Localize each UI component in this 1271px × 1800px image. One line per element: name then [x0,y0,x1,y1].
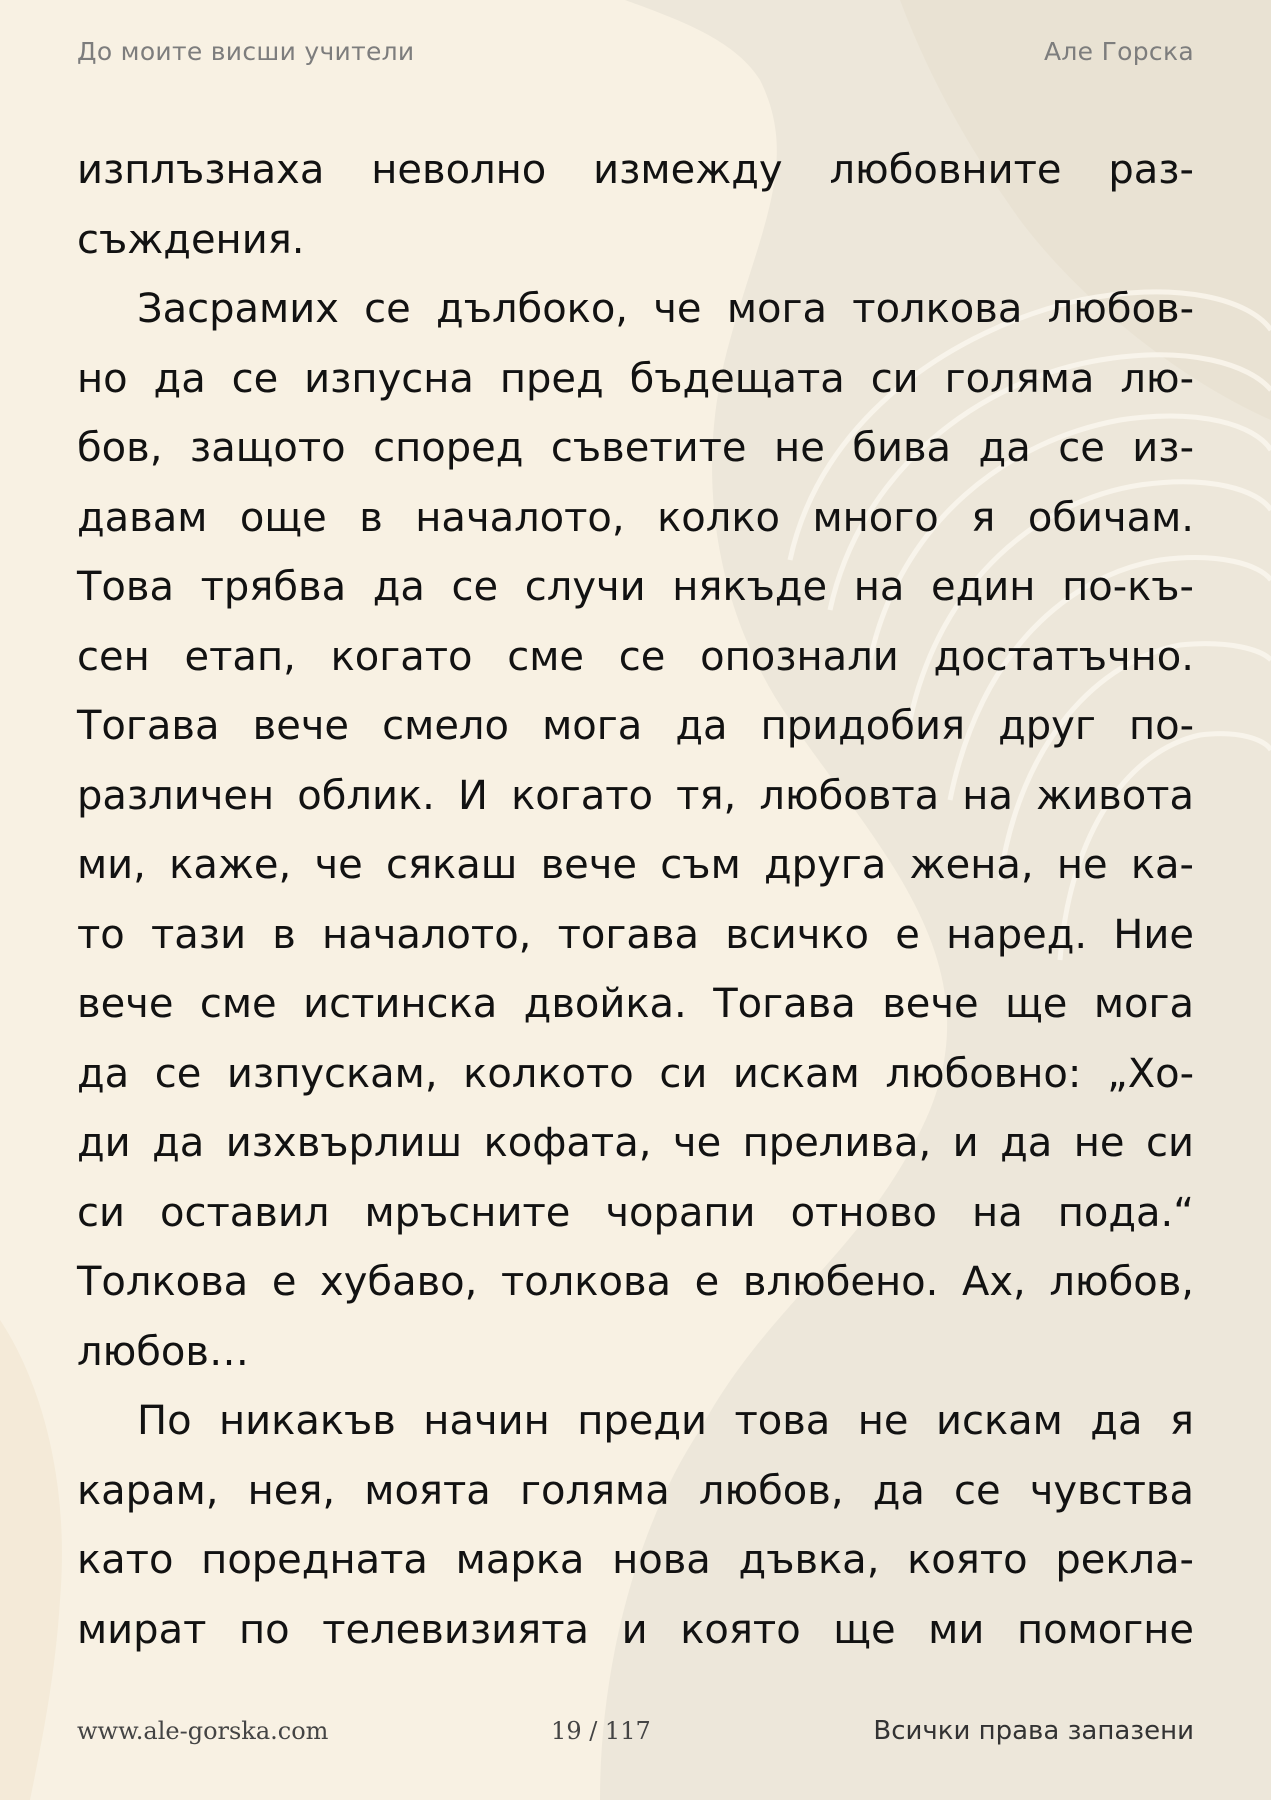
text-line: като поредната марка нова дъвка, която рекла- [77,1537,1194,1583]
text-line: Това трябва да се случи някъде на един по-къ- [77,564,1194,610]
text-line: съждения. [77,216,305,263]
text-line: бов, защото според съветите не бива да се из- [77,425,1194,471]
text-line: си оставил мръсните чорапи отново на пода.“ [77,1189,1194,1236]
page-footer [77,1716,1194,1746]
text-line: но да се изпусна пред бъдещата си голяма лю- [77,355,1194,402]
author-name: Але Горска [1044,36,1194,66]
text-line: любов… [77,1328,249,1375]
text-line: Засрамих се дълбоко, че мога толкова любов- [137,286,1194,332]
text-line: изплъзнаха неволно измежду любовните раз- [77,147,1194,193]
text-line: давам още в началото, колко много я обичам. [77,494,1194,541]
book-title: До моите висши учители [77,36,415,66]
text-line: да се изпускам, колкото си искам любовно: „Хо- [77,1050,1194,1097]
rights-notice: Всички права запазени [873,1716,1194,1746]
text-line: карам, нея, моята голяма любов, да се чувства [77,1467,1194,1514]
text-line: различен облик. И когато тя, любовта на живота [77,772,1194,819]
page-number: 19 / 117 [551,1717,651,1745]
text-line: Толкова е хубаво, толкова е влюбено. Ах, любов, [77,1259,1194,1305]
website-link[interactable]: www.ale-gorska.com [77,1717,329,1745]
text-line: сен етап, когато сме се опознали достатъчно. [77,633,1194,680]
text-line: По никакъв начин преди това не искам да я [137,1398,1194,1444]
paragraph [77,136,1194,275]
text-line: ми, каже, че сякаш вече съм друга жена, не ка- [77,842,1194,888]
paragraph [77,275,1194,1387]
text-line: то тази в началото, тогава всичко е наред. Ние [77,911,1194,958]
text-line: вече сме истинска двойка. Тогава вече ще мога [77,981,1194,1027]
page-header [77,36,1194,66]
body-text [77,136,1194,1665]
text-line: Тогава вече смело мога да придобия друг по- [77,703,1194,749]
paragraph [77,1387,1194,1665]
text-line: мират по телевизията и която ще ми помогне [77,1606,1194,1653]
text-line: ди да изхвърлиш кофата, че прелива, и да не си [77,1120,1194,1166]
